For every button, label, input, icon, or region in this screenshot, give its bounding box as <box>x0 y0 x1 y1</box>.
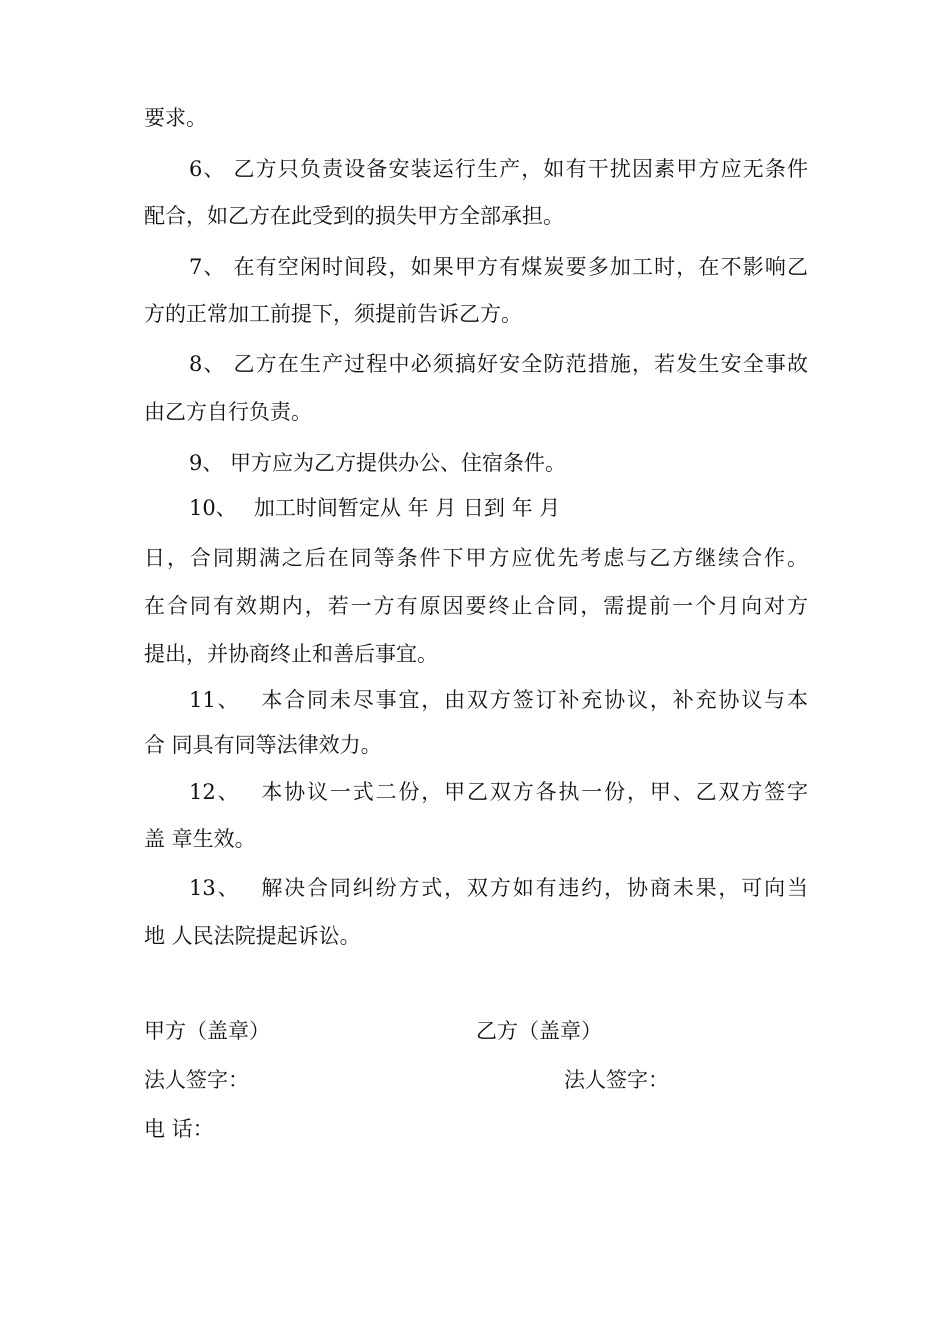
clause-6-line-1: 6、 乙方只负责设备安装运行生产，如有干扰因素甲方应无条件 <box>189 157 808 181</box>
clause-6-line-2: 配合，如乙方在此受到的损失甲方全部承担。 <box>144 204 564 228</box>
clause-10-line-1: 10、 加工时间暂定从 年 月 日到 年 月 <box>189 496 561 520</box>
clause-11-line-2: 合 同具有同等法律效力。 <box>144 733 382 757</box>
clause-10-line-3: 在合同有效期内，若一方有原因要终止合同，需提前一个月向对方 <box>144 594 808 618</box>
clause-8-line-1: 8、 乙方在生产过程中必须搞好安全防范措施，若发生安全事故 <box>189 352 808 376</box>
clause-10-line-4: 提出，并协商终止和善后事宜。 <box>144 642 438 666</box>
text-line: 要求。 <box>144 106 207 130</box>
clause-9-line-1: 9、 甲方应为乙方提供办公、住宿条件。 <box>189 451 567 475</box>
clause-12-line-1: 12、 本协议一式二份，甲乙双方各执一份，甲、乙双方签字 <box>189 780 808 804</box>
clause-10-line-2: 日，合同期满之后在同等条件下甲方应优先考虑与乙方继续合作。 <box>144 546 808 570</box>
clause-8-line-2: 由乙方自行负责。 <box>144 400 312 424</box>
party-a-legal-signature: 法人签字： <box>144 1068 249 1092</box>
clause-13-line-1: 13、 解决合同纠纷方式，双方如有违约，协商未果，可向当 <box>189 876 808 900</box>
clause-7-line-2: 方的正常加工前提下，须提前告诉乙方。 <box>144 302 522 326</box>
clause-7-line-1: 7、 在有空闲时间段，如果甲方有煤炭要多加工时，在不影响乙 <box>189 255 808 279</box>
party-b-seal: 乙方（盖章） <box>476 1019 602 1043</box>
party-a-seal: 甲方（盖章） <box>144 1019 270 1043</box>
clause-13-line-2: 地 人民法院提起诉讼。 <box>144 924 361 948</box>
party-b-legal-signature: 法人签字： <box>564 1068 669 1092</box>
clause-11-line-1: 11、 本合同未尽事宜，由双方签订补充协议，补充协议与本 <box>189 688 808 712</box>
phone-label: 电 话： <box>144 1117 214 1141</box>
clause-12-line-2: 盖 章生效。 <box>144 827 256 851</box>
